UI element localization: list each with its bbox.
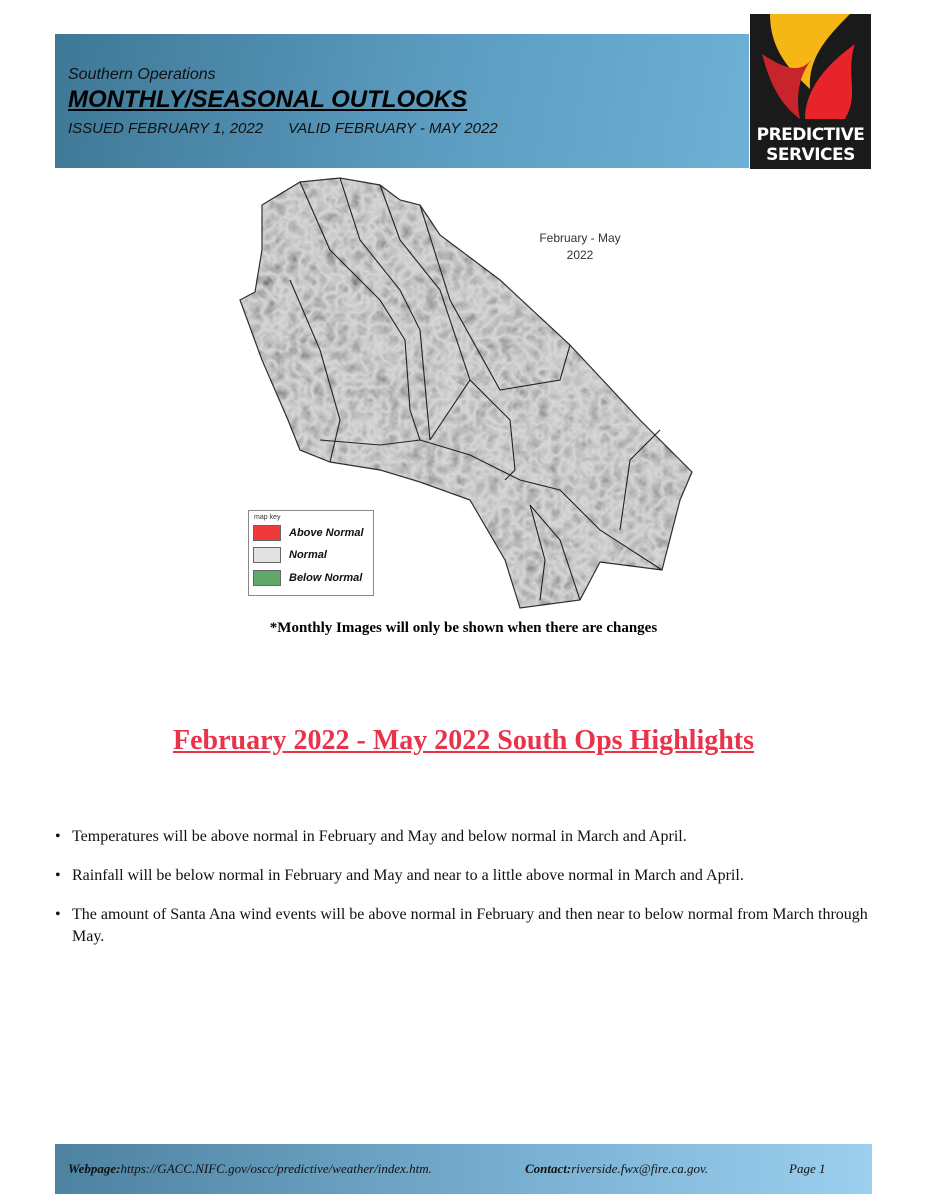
valid-period: VALID FEBRUARY - MAY 2022	[288, 120, 498, 137]
key-label: Normal	[289, 549, 327, 561]
org-name: Southern Operations	[68, 66, 216, 83]
map-period-line1: February - May	[539, 231, 621, 245]
page-number: Page 1	[789, 1161, 826, 1176]
swatch-below-normal	[253, 570, 281, 586]
list-item: • Temperatures will be above normal in February and May and below normal in March and April.	[55, 826, 875, 848]
predictive-services-logo	[750, 14, 871, 169]
highlights-list	[55, 826, 875, 965]
highlights-title: February 2022 - May 2022 South Ops Highlights	[172, 725, 755, 756]
footer-banner	[55, 1144, 872, 1194]
monthly-images-note: *Monthly Images will only be shown when there are changes	[269, 620, 658, 636]
issued-date: ISSUED FEBRUARY 1, 2022	[68, 120, 264, 137]
issue-info	[68, 120, 498, 137]
map-period-label	[530, 230, 630, 264]
list-item: • Rainfall will be below normal in February and May and near to a little above normal in March and April.	[55, 865, 875, 887]
webpage-link[interactable]: https://GACC.NIFC.gov/oscc/predictive/weather/index.htm.	[120, 1161, 432, 1176]
webpage-label: Webpage:	[68, 1161, 121, 1176]
map-key-title: map key	[254, 514, 281, 521]
key-item-below-normal	[253, 570, 362, 586]
logo-line2: SERVICES	[766, 145, 855, 165]
key-item-normal	[253, 547, 327, 563]
contact-label: Contact:	[525, 1161, 572, 1176]
page-title: MONTHLY/SEASONAL OUTLOOKS	[68, 86, 468, 113]
flame-icon	[750, 14, 871, 124]
swatch-normal	[253, 547, 281, 563]
footer-webpage	[68, 1161, 432, 1177]
key-item-above-normal	[253, 525, 364, 541]
contact-email[interactable]: riverside.fwx@fire.ca.gov.	[571, 1161, 709, 1176]
map-key	[248, 510, 374, 596]
footer-contact	[525, 1161, 708, 1177]
header-banner	[55, 34, 749, 168]
logo-line1: PREDICTIVE	[756, 125, 865, 145]
key-label: Above Normal	[289, 527, 364, 539]
key-label: Below Normal	[289, 572, 363, 584]
map-period-line2: 2022	[566, 248, 594, 262]
list-item: • The amount of Santa Ana wind events will be above normal in February and then near to below normal from March through May.	[55, 904, 875, 948]
swatch-above-normal	[253, 525, 281, 541]
